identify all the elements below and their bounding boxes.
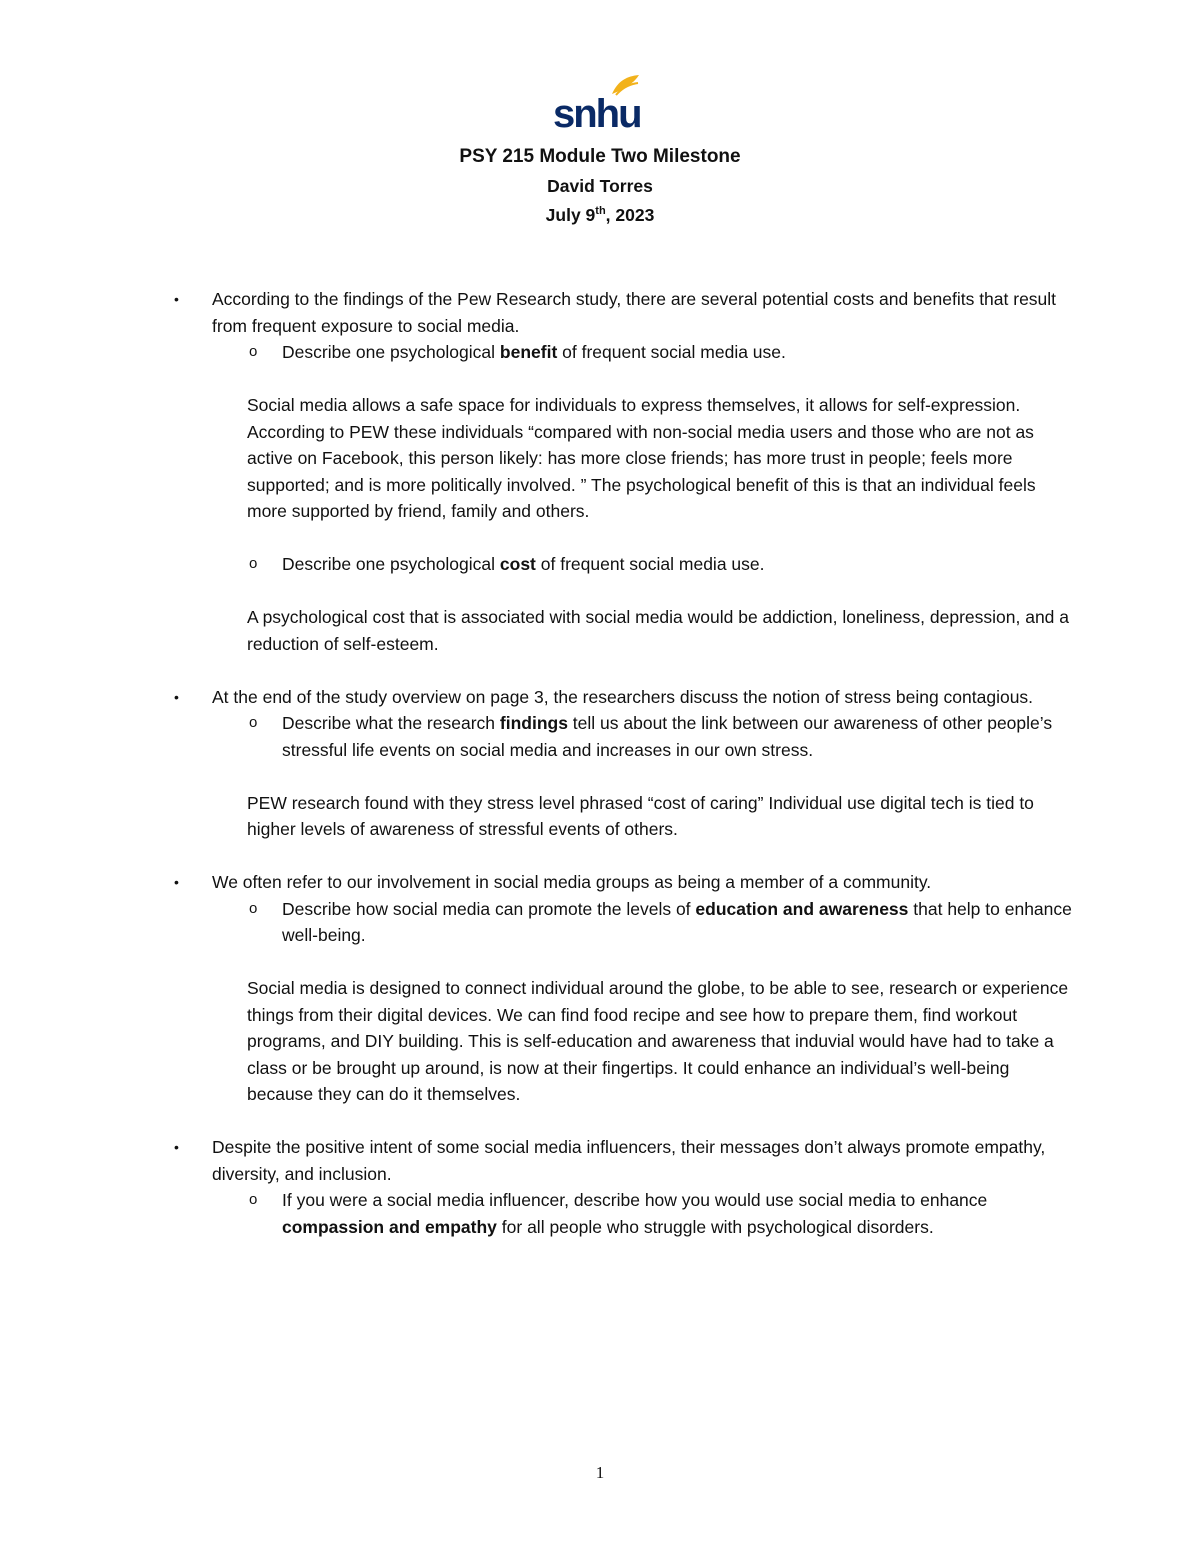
sub-question-text: Describe one psychological	[282, 342, 500, 362]
date-year: , 2023	[605, 205, 655, 225]
bullet-marker: •	[174, 688, 179, 705]
sub-question	[247, 710, 1072, 843]
logo-wordmark: snhu	[553, 92, 641, 136]
bullet-text: Despite the positive intent of some social media influencers, their messages don’t always promote empathy, diversity, and inclusion.	[212, 1137, 1046, 1184]
sub-question-emphasis: benefit	[499, 342, 558, 362]
bullet-marker: •	[174, 1139, 179, 1155]
date-ordinal: th	[595, 205, 606, 218]
answer-paragraph: PEW research found with they stress level phrased “cost of caring” Individual use digital tech is tied to higher levels of awareness of stressful events of others.	[247, 792, 1034, 839]
sub-question-emphasis: compassion and empathy	[282, 1216, 497, 1237]
bullet-text: According to the findings of the Pew Research study, there are several potential costs and benefits that result from frequent exposure to social media.	[212, 289, 1057, 336]
sub-marker: o	[249, 714, 258, 731]
sub-question	[249, 1187, 1072, 1240]
spacer	[212, 1108, 1072, 1135]
sub-question-text: If you were a social media influencer, describe how you would use social media to enhance	[282, 1190, 988, 1210]
sub-question-text: Describe what the research	[282, 713, 500, 733]
spacer	[212, 657, 1072, 684]
sub-question	[247, 551, 1072, 657]
sub-question-text: of frequent social media use.	[557, 342, 786, 362]
sub-marker: o	[249, 1191, 258, 1208]
document-date	[0, 202, 1200, 229]
question-bullet	[174, 684, 1072, 711]
sub-question-text: tell us about the link between our awareness of other people’s stressful life events on social media and increases in our own stress.	[282, 713, 1053, 760]
sub-question-emphasis: cost	[499, 554, 536, 574]
sub-question-text: that help to enhance well-being.	[282, 898, 1072, 945]
date-main: July 9	[545, 205, 596, 225]
sub-question-emphasis: education and awareness	[695, 898, 909, 919]
sub-marker: o	[249, 899, 258, 917]
answer-paragraph: Social media is designed to connect individual around the globe, to be able to see, research or experience things from their digital devices. We can find food recipe and see how to prepare them, find workout programs, and DIY building. This is self-education and awareness that induvial would have had to take a class or be brought up around, is now at their fingertips. It could enhance an individual’s well-being because they can do it themselves.	[247, 978, 1069, 1104]
sub-question-text: of frequent social media use.	[535, 554, 765, 574]
spacer	[212, 525, 1072, 552]
bullet-marker: •	[174, 291, 179, 307]
document-title: PSY 215 Module Two Milestone	[459, 146, 741, 167]
author-name: David Torres	[547, 176, 653, 196]
spacer	[212, 843, 1072, 870]
answer-paragraph: Social media allows a safe space for individuals to express themselves, it allows for self-expression. According to PEW these individuals “compared with non-social media users and those who are not as active on Facebook, this person likely: has more close friends; has more trust in people; feels more supported; and is more politically involved. ” The psychological benefit of this is that an individual feels more supported by friend, family and others.	[247, 395, 1036, 521]
sub-question-emphasis: findings	[499, 713, 568, 733]
bullet-text: At the end of the study overview on page 3, the researchers discuss the notion of stress being contagious.	[212, 686, 1034, 707]
sub-question	[247, 896, 1072, 1108]
sub-marker: o	[249, 555, 258, 572]
answer-paragraph: A psychological cost that is associated with social media would be addiction, loneliness, depression, and a reduction of self-esteem.	[247, 607, 1070, 654]
sub-question-text: for all people who struggle with psychological disorders.	[496, 1216, 934, 1237]
question-bullet	[174, 286, 1072, 339]
bullet-marker: •	[174, 874, 179, 890]
document-body	[174, 286, 1072, 1240]
bullet-text: We often refer to our involvement in social media groups as being a member of a community.	[212, 872, 932, 892]
sub-question	[247, 339, 1072, 525]
sub-question-text: Describe how social media can promote the levels of	[282, 898, 696, 919]
page-number: 1	[595, 1463, 605, 1482]
sub-marker: o	[249, 343, 258, 360]
sub-question-text: Describe one psychological	[282, 554, 500, 574]
question-bullet	[174, 869, 1072, 896]
question-bullet	[174, 1134, 1072, 1187]
snhu-logo	[553, 74, 639, 134]
